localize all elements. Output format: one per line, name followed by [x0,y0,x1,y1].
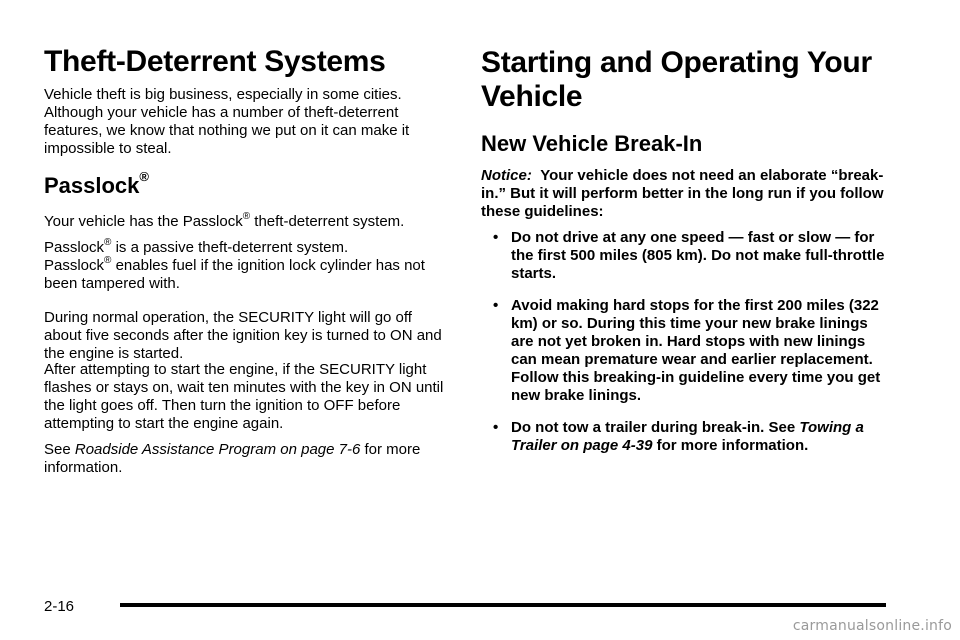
text-span: enables fuel if the ignition lock cylinder has not been tampered with. [44,257,425,292]
list-item-text: Avoid making hard stops for the first 200 miles (322 km) or so. During this time your new brake linings are not yet broken in. Hard stops with new linings can mean premature wear and earlier replacement. Follow this breaking-in guideline every time you get new brake linings. [511,297,881,404]
roadside-reference-paragraph [44,441,444,477]
bullet-icon: • [493,229,499,246]
list-item [481,229,891,283]
text-span: is a passive theft-deterrent system. [115,239,349,256]
security-flash-paragraph: After attempting to start the engine, if the SECURITY light flashes or stays on, wait ten minutes with the key in ON until the light goes off. Then turn the ignition to OFF before attempting to start the engine again. [44,361,444,432]
list-item-text: for more information. [656,437,809,454]
watermark: carmanualsonline.info [792,618,952,634]
registered-mark: ® [242,211,251,222]
passlock-paragraph-2 [44,239,444,293]
page-number: 2-16 [44,598,75,615]
passlock-paragraph-1 [44,213,404,231]
towing-trailer-link[interactable]: Towing a Trailer on page 4-39 [511,419,864,454]
break-in-heading: New Vehicle Break-In [481,131,703,156]
footer-divider [120,603,886,607]
registered-mark: ® [139,169,149,184]
text-span: Passlock [44,239,105,256]
list-item-text: Do not drive at any one speed — fast or slow — for the first 500 miles (805 km). Do not make full-throttle starts. [511,229,885,282]
text-span: Your vehicle has the Passlock [44,213,243,230]
registered-mark: ® [104,237,112,248]
break-in-guidelines-list [481,229,891,469]
security-light-paragraph: During normal operation, the SECURITY light will go off about five seconds after the ignition key is turned to ON and the engine is started. [44,309,442,362]
text-span: theft-deterrent system. [254,213,405,230]
passlock-heading [44,169,149,199]
passlock-heading-text: Passlock [44,173,140,198]
bullet-icon: • [493,419,499,436]
intro-paragraph: Vehicle theft is big business, especially in some cities. Although your vehicle has a number of theft-deterrent features, we know that nothing we put on it can make it impossible to steal. [44,86,410,157]
text-span: for more information. [44,441,421,476]
notice-text: Your vehicle does not need an elaborate “break-in.” But it will perform better in the long run if you follow these guidelines: [481,167,884,220]
section-title-theft-deterrent: Theft-Deterrent Systems [44,45,386,78]
section-title-starting-operating: Starting and Operating Your Vehicle [481,46,872,113]
roadside-assistance-link[interactable]: Roadside Assistance Program on page 7-6 [74,441,361,458]
list-item [481,419,891,455]
bullet-icon: • [493,297,499,314]
notice-label: Notice: [481,167,532,184]
list-item-text: Do not tow a trailer during break-in. See [511,419,796,436]
text-span: See [44,441,71,458]
list-item [481,297,891,405]
text-span: Passlock [44,257,105,274]
notice-paragraph [481,167,891,221]
registered-mark: ® [104,255,112,266]
